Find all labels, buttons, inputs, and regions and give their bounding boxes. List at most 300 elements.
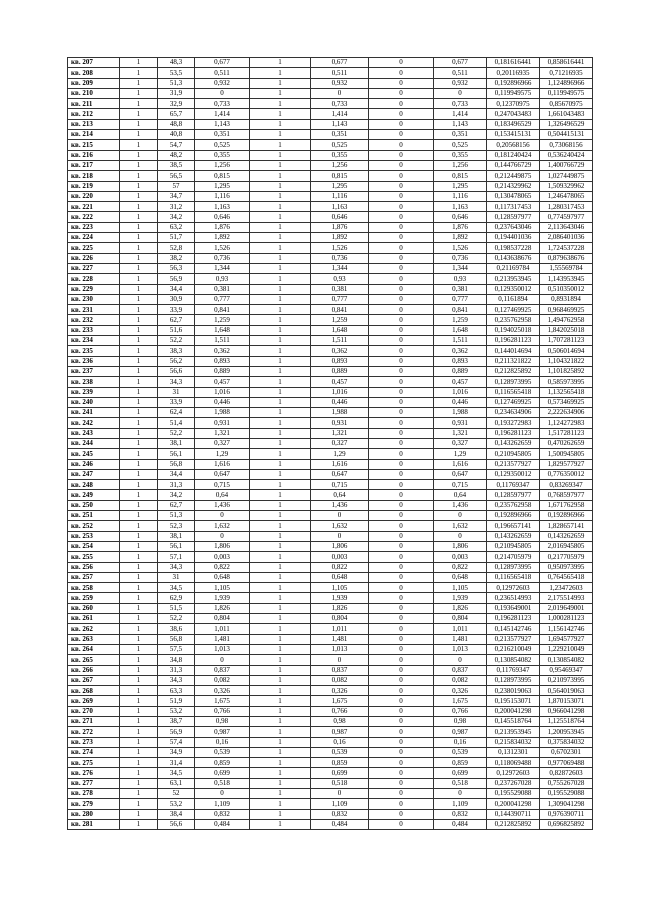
col-value-c-cell: 0,484 [434,819,487,829]
col-area-cell: 34,4 [158,469,195,479]
col-value-a-cell: 0,539 [195,747,250,757]
col-value-c-cell: 1,481 [434,634,487,644]
col-area-cell: 30,9 [158,294,195,304]
col-count-cell: 1 [120,274,158,284]
col-value-b-cell: 1,116 [311,191,369,201]
col-zero-cell: 0 [369,274,434,284]
apartment-label-cell: кв. 219 [68,181,120,191]
table-row [68,243,593,253]
col-total-cell: 0,71216935 [540,68,593,78]
col-coef-cell: 1 [250,819,311,829]
col-area-cell: 52,2 [158,614,195,624]
apartment-label-cell: кв. 254 [68,541,120,551]
col-coef-cell: 1 [250,305,311,315]
col-value-b-cell: 0,326 [311,686,369,696]
col-total-cell: 1,694577927 [540,634,593,644]
table-row [68,222,593,232]
col-area-cell: 38,5 [158,160,195,170]
col-value-a-cell: 1,675 [195,696,250,706]
col-value-b-cell: 0,98 [311,717,369,727]
col-zero-cell: 0 [369,305,434,315]
col-area-cell: 34,2 [158,490,195,500]
table-row [68,706,593,716]
col-count-cell: 1 [120,408,158,418]
col-share-cell: 0,234634906 [487,408,540,418]
col-area-cell: 38,4 [158,809,195,819]
col-share-cell: 0,194401036 [487,233,540,243]
col-count-cell: 1 [120,418,158,428]
table-row [68,140,593,150]
table-row [68,212,593,222]
col-zero-cell: 0 [369,593,434,603]
col-count-cell: 1 [120,480,158,490]
col-share-cell: 0,214705979 [487,552,540,562]
col-coef-cell: 1 [250,109,311,119]
apartment-label-cell: кв. 210 [68,88,120,98]
col-count-cell: 1 [120,150,158,160]
col-value-c-cell: 1,648 [434,325,487,335]
col-coef-cell: 1 [250,294,311,304]
col-area-cell: 56,8 [158,634,195,644]
col-area-cell: 56,2 [158,356,195,366]
col-value-a-cell: 0,64 [195,490,250,500]
table-row [68,675,593,685]
col-count-cell: 1 [120,562,158,572]
apartment-label-cell: кв. 216 [68,150,120,160]
col-zero-cell: 0 [369,449,434,459]
col-total-cell: 0,192896966 [540,511,593,521]
col-area-cell: 63,2 [158,222,195,232]
col-area-cell: 38,2 [158,253,195,263]
col-area-cell: 51,4 [158,418,195,428]
col-count-cell: 1 [120,160,158,170]
col-count-cell: 1 [120,809,158,819]
col-coef-cell: 1 [250,655,311,665]
col-value-a-cell: 0,381 [195,284,250,294]
col-area-cell: 53,2 [158,799,195,809]
table-row [68,202,593,212]
col-value-c-cell: 0,987 [434,727,487,737]
col-value-b-cell: 1,256 [311,160,369,170]
col-area-cell: 62,9 [158,593,195,603]
col-value-c-cell: 0,93 [434,274,487,284]
col-value-c-cell: 1,436 [434,500,487,510]
col-zero-cell: 0 [369,737,434,747]
col-coef-cell: 1 [250,521,311,531]
col-coef-cell: 1 [250,387,311,397]
col-zero-cell: 0 [369,428,434,438]
col-share-cell: 0,211321822 [487,356,540,366]
col-total-cell: 0,950973995 [540,562,593,572]
col-value-a-cell: 1,29 [195,449,250,459]
col-count-cell: 1 [120,58,158,68]
col-count-cell: 1 [120,624,158,634]
col-coef-cell: 1 [250,68,311,78]
col-value-c-cell: 0,98 [434,717,487,727]
col-zero-cell: 0 [369,78,434,88]
col-total-cell: 0,696825892 [540,819,593,829]
table-row [68,665,593,675]
col-share-cell: 0,216210049 [487,644,540,654]
col-coef-cell: 1 [250,171,311,181]
col-zero-cell: 0 [369,99,434,109]
col-total-cell: 0,195529088 [540,789,593,799]
col-count-cell: 1 [120,665,158,675]
col-value-a-cell: 1,436 [195,500,250,510]
col-value-a-cell: 0,777 [195,294,250,304]
col-value-c-cell: 0,327 [434,438,487,448]
col-value-c-cell: 0,525 [434,140,487,150]
col-area-cell: 57,1 [158,552,195,562]
apartment-label-cell: кв. 248 [68,480,120,490]
col-coef-cell: 1 [250,212,311,222]
table-row [68,294,593,304]
col-value-c-cell: 1,632 [434,521,487,531]
table-row [68,511,593,521]
table-row [68,634,593,644]
col-value-b-cell: 0,987 [311,727,369,737]
col-count-cell: 1 [120,294,158,304]
col-count-cell: 1 [120,706,158,716]
col-area-cell: 56,1 [158,541,195,551]
col-count-cell: 1 [120,68,158,78]
col-value-b-cell: 1,013 [311,644,369,654]
table-row [68,747,593,757]
apartment-label-cell: кв. 231 [68,305,120,315]
col-value-a-cell: 0 [195,511,250,521]
col-count-cell: 1 [120,119,158,129]
col-coef-cell: 1 [250,397,311,407]
col-share-cell: 0,129350012 [487,284,540,294]
col-value-a-cell: 1,481 [195,634,250,644]
col-total-cell: 0,95469347 [540,665,593,675]
col-share-cell: 0,20116935 [487,68,540,78]
col-coef-cell: 1 [250,346,311,356]
col-count-cell: 1 [120,799,158,809]
col-count-cell: 1 [120,655,158,665]
col-share-cell: 0,127469925 [487,305,540,315]
col-value-c-cell: 0,446 [434,397,487,407]
col-value-a-cell: 0,362 [195,346,250,356]
col-area-cell: 56,5 [158,171,195,181]
col-share-cell: 0,196281123 [487,614,540,624]
apartment-label-cell: кв. 261 [68,614,120,624]
table-row [68,58,593,68]
table-row [68,336,593,346]
col-share-cell: 0,128597977 [487,212,540,222]
col-count-cell: 1 [120,583,158,593]
col-coef-cell: 1 [250,88,311,98]
col-total-cell: 0,217705979 [540,552,593,562]
col-share-cell: 0,212449875 [487,171,540,181]
table-row [68,541,593,551]
col-value-c-cell: 0,16 [434,737,487,747]
col-count-cell: 1 [120,356,158,366]
col-value-b-cell: 1,436 [311,500,369,510]
col-zero-cell: 0 [369,243,434,253]
col-total-cell: 2,113643046 [540,222,593,232]
col-value-a-cell: 1,295 [195,181,250,191]
col-coef-cell: 1 [250,624,311,634]
col-value-c-cell: 0,804 [434,614,487,624]
apartment-label-cell: кв. 271 [68,717,120,727]
col-coef-cell: 1 [250,274,311,284]
col-total-cell: 0,776350012 [540,469,593,479]
col-share-cell: 0,127469925 [487,397,540,407]
col-value-c-cell: 0,677 [434,58,487,68]
col-coef-cell: 1 [250,603,311,613]
col-total-cell: 0,506014694 [540,346,593,356]
col-area-cell: 56,9 [158,274,195,284]
col-zero-cell: 0 [369,572,434,582]
col-coef-cell: 1 [250,572,311,582]
col-value-c-cell: 1,013 [434,644,487,654]
col-coef-cell: 1 [250,583,311,593]
col-count-cell: 1 [120,449,158,459]
col-zero-cell: 0 [369,583,434,593]
col-value-a-cell: 0,326 [195,686,250,696]
col-count-cell: 1 [120,511,158,521]
col-value-a-cell: 0,525 [195,140,250,150]
apartment-label-cell: кв. 244 [68,438,120,448]
apartment-label-cell: кв. 280 [68,809,120,819]
col-share-cell: 0,12972603 [487,583,540,593]
apartment-label-cell: кв. 246 [68,459,120,469]
col-value-b-cell: 0,511 [311,68,369,78]
col-value-b-cell: 1,892 [311,233,369,243]
col-count-cell: 1 [120,459,158,469]
col-value-a-cell: 1,116 [195,191,250,201]
col-share-cell: 0,215834032 [487,737,540,747]
col-total-cell: 1,500945805 [540,449,593,459]
col-value-c-cell: 0,64 [434,490,487,500]
col-count-cell: 1 [120,428,158,438]
col-total-cell: 0,879638676 [540,253,593,263]
col-count-cell: 1 [120,171,158,181]
col-coef-cell: 1 [250,233,311,243]
apartment-label-cell: кв. 227 [68,263,120,273]
col-value-c-cell: 0,932 [434,78,487,88]
col-total-cell: 1,101825892 [540,366,593,376]
table-row [68,305,593,315]
col-value-a-cell: 0 [195,531,250,541]
apartment-label-cell: кв. 272 [68,727,120,737]
col-value-a-cell: 0,082 [195,675,250,685]
col-area-cell: 52,3 [158,521,195,531]
col-total-cell: 1,326496529 [540,119,593,129]
col-value-a-cell: 1,988 [195,408,250,418]
col-value-c-cell: 1,511 [434,336,487,346]
col-coef-cell: 1 [250,336,311,346]
col-value-c-cell: 1,143 [434,119,487,129]
col-area-cell: 52,2 [158,336,195,346]
col-zero-cell: 0 [369,253,434,263]
col-value-b-cell: 0,715 [311,480,369,490]
col-value-a-cell: 0,351 [195,130,250,140]
col-total-cell: 0,130854082 [540,655,593,665]
col-share-cell: 0,196657141 [487,521,540,531]
col-share-cell: 0,21169784 [487,263,540,273]
col-zero-cell: 0 [369,438,434,448]
table-row [68,438,593,448]
col-area-cell: 62,4 [158,408,195,418]
col-area-cell: 31,3 [158,480,195,490]
col-value-c-cell: 0 [434,789,487,799]
table-row [68,325,593,335]
col-value-b-cell: 0,733 [311,99,369,109]
col-count-cell: 1 [120,644,158,654]
table-row [68,686,593,696]
apartment-label-cell: кв. 266 [68,665,120,675]
col-coef-cell: 1 [250,356,311,366]
col-area-cell: 34,2 [158,212,195,222]
col-total-cell: 1,309041298 [540,799,593,809]
col-area-cell: 31,4 [158,758,195,768]
col-coef-cell: 1 [250,150,311,160]
col-coef-cell: 1 [250,140,311,150]
col-coef-cell: 1 [250,789,311,799]
col-total-cell: 1,246478065 [540,191,593,201]
table-row [68,480,593,490]
col-share-cell: 0,210945805 [487,449,540,459]
col-coef-cell: 1 [250,686,311,696]
col-coef-cell: 1 [250,675,311,685]
apartment-label-cell: кв. 253 [68,531,120,541]
col-count-cell: 1 [120,686,158,696]
col-zero-cell: 0 [369,263,434,273]
col-coef-cell: 1 [250,263,311,273]
col-area-cell: 51,7 [158,233,195,243]
table-row [68,397,593,407]
col-area-cell: 51,6 [158,325,195,335]
col-total-cell: 1,143953945 [540,274,593,284]
col-zero-cell: 0 [369,233,434,243]
apartment-label-cell: кв. 281 [68,819,120,829]
col-value-c-cell: 0,355 [434,150,487,160]
table-row [68,624,593,634]
apartment-label-cell: кв. 242 [68,418,120,428]
col-value-a-cell: 0,766 [195,706,250,716]
col-value-a-cell: 1,256 [195,160,250,170]
col-value-b-cell: 1,826 [311,603,369,613]
table-body [68,58,593,830]
col-count-cell: 1 [120,737,158,747]
col-value-a-cell: 1,632 [195,521,250,531]
col-area-cell: 48,2 [158,150,195,160]
col-zero-cell: 0 [369,171,434,181]
col-total-cell: 0,73068156 [540,140,593,150]
col-zero-cell: 0 [369,68,434,78]
col-zero-cell: 0 [369,819,434,829]
apartment-label-cell: кв. 225 [68,243,120,253]
col-value-a-cell: 0,715 [195,480,250,490]
col-value-b-cell: 0,777 [311,294,369,304]
col-value-a-cell: 0,647 [195,469,250,479]
col-coef-cell: 1 [250,99,311,109]
col-total-cell: 0,83269347 [540,480,593,490]
col-count-cell: 1 [120,243,158,253]
col-total-cell: 2,019649001 [540,603,593,613]
col-count-cell: 1 [120,263,158,273]
apartment-label-cell: кв. 256 [68,562,120,572]
table-row [68,263,593,273]
col-coef-cell: 1 [250,737,311,747]
apartment-label-cell: кв. 217 [68,160,120,170]
col-area-cell: 56,6 [158,819,195,829]
col-count-cell: 1 [120,727,158,737]
col-coef-cell: 1 [250,665,311,675]
col-share-cell: 0,144390711 [487,809,540,819]
col-value-b-cell: 0 [311,655,369,665]
col-share-cell: 0,237267028 [487,778,540,788]
col-total-cell: 1,661043483 [540,109,593,119]
apartment-label-cell: кв. 251 [68,511,120,521]
col-total-cell: 0,976390711 [540,809,593,819]
col-zero-cell: 0 [369,521,434,531]
col-area-cell: 54,7 [158,140,195,150]
col-area-cell: 31,9 [158,88,195,98]
col-coef-cell: 1 [250,58,311,68]
col-zero-cell: 0 [369,418,434,428]
col-total-cell: 1,494762958 [540,315,593,325]
col-value-a-cell: 1,826 [195,603,250,613]
col-share-cell: 0,213577927 [487,459,540,469]
table-row [68,346,593,356]
col-zero-cell: 0 [369,727,434,737]
col-share-cell: 0,200041298 [487,799,540,809]
col-value-b-cell: 0,893 [311,356,369,366]
col-value-a-cell: 0,16 [195,737,250,747]
col-value-a-cell: 1,616 [195,459,250,469]
col-value-b-cell: 1,295 [311,181,369,191]
col-zero-cell: 0 [369,315,434,325]
col-value-b-cell: 1,344 [311,263,369,273]
col-coef-cell: 1 [250,634,311,644]
col-coef-cell: 1 [250,119,311,129]
col-value-b-cell: 0,64 [311,490,369,500]
col-area-cell: 38,1 [158,438,195,448]
col-share-cell: 0,1161894 [487,294,540,304]
col-area-cell: 31 [158,387,195,397]
col-count-cell: 1 [120,233,158,243]
col-count-cell: 1 [120,438,158,448]
col-value-a-cell: 0,355 [195,150,250,160]
col-value-b-cell: 0,648 [311,572,369,582]
col-share-cell: 0,214329962 [487,181,540,191]
col-share-cell: 0,144014694 [487,346,540,356]
col-value-b-cell: 1,143 [311,119,369,129]
col-count-cell: 1 [120,789,158,799]
col-zero-cell: 0 [369,88,434,98]
col-value-a-cell: 1,259 [195,315,250,325]
col-area-cell: 63,1 [158,778,195,788]
apartment-label-cell: кв. 260 [68,603,120,613]
col-zero-cell: 0 [369,356,434,366]
table-row [68,521,593,531]
apartment-label-cell: кв. 233 [68,325,120,335]
col-area-cell: 52,8 [158,243,195,253]
col-value-c-cell: 0,815 [434,171,487,181]
col-value-b-cell: 0,362 [311,346,369,356]
col-coef-cell: 1 [250,758,311,768]
col-value-c-cell: 1,988 [434,408,487,418]
col-zero-cell: 0 [369,696,434,706]
col-share-cell: 0,119949575 [487,88,540,98]
col-value-b-cell: 0,93 [311,274,369,284]
col-total-cell: 0,966041298 [540,706,593,716]
col-value-c-cell: 0,003 [434,552,487,562]
apartment-label-cell: кв. 238 [68,377,120,387]
